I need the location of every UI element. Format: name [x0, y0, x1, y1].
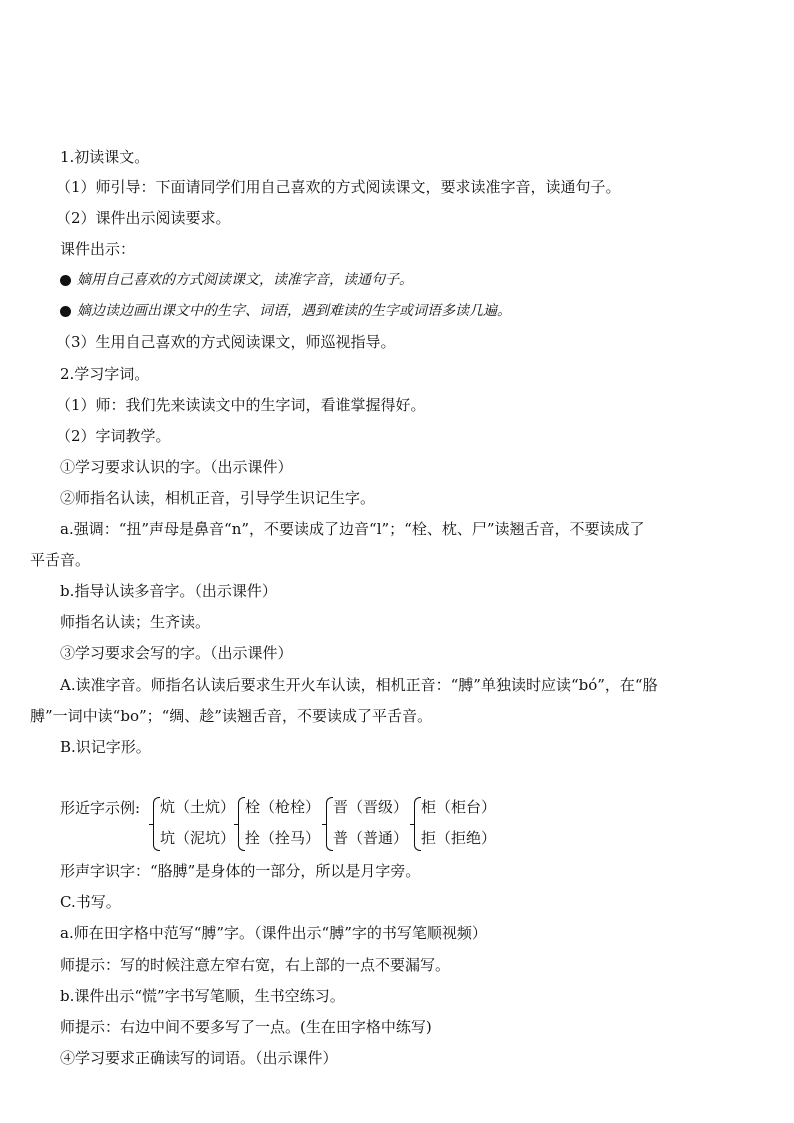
text-line: ③学习要求会写的字。（出示课件） — [60, 644, 293, 662]
text-line: C.书写。 — [60, 893, 121, 911]
bullet-text: 嫡用自己喜欢的方式阅读课文，读准字音，读通句子。 — [77, 272, 413, 288]
char-group — [333, 792, 408, 854]
char-pair: 拒（拒绝） — [421, 829, 497, 847]
text-line: （2）课件出示阅读要求。 — [56, 209, 231, 227]
text-line: 形声字识字：“胳膊”是身体的一部分，所以是月字旁。 — [60, 862, 421, 880]
text-line: 课件出示： — [60, 240, 136, 258]
text-line: ②师指名认读，相机正音，引导学生识记生字。 — [60, 489, 376, 507]
text-line: b.指导认读多音字。（出示课件） — [60, 582, 277, 600]
char-pair: 普（普通） — [333, 829, 409, 847]
brace-icon — [414, 797, 421, 851]
char-group — [245, 792, 320, 854]
char-group — [160, 792, 235, 854]
text-line: B.识记字形。 — [60, 738, 151, 756]
text-line: ①学习要求认识的字。（出示课件） — [60, 458, 293, 476]
similar-chars-label: 形近字示例: — [60, 799, 141, 817]
brace-icon — [153, 797, 160, 851]
text-line: （3）生用自己喜欢的方式阅读课文，师巡视指导。 — [56, 333, 396, 351]
bullet-item — [60, 270, 413, 290]
text-line: a.师在田字格中范写“膊”字。（课件出示“膊”字的书写笔顺视频） — [60, 924, 487, 942]
text-line: 师提示：右边中间不要多写了一点。(生在田字格中练写) — [60, 1018, 432, 1036]
bullet-icon — [60, 275, 71, 286]
text-line: a.强调：“扭”声母是鼻音“n”，不要读成了边音“l”；“栓、枕、尸”读翘舌音，不要读成了 — [60, 520, 645, 538]
char-pair: 拴（拴马） — [245, 829, 321, 847]
bullet-item — [60, 301, 511, 321]
heading-2: 2.学习字词。 — [60, 365, 150, 383]
char-pair: 坑（泥坑） — [160, 829, 236, 847]
text-line: 膊”一词中读“bo”；“绸、趁”读翘舌音，不要读成了平舌音。 — [30, 707, 432, 725]
text-line: A.读准字音。师指名认读后要求生开火车认读，相机正音：“膊”单独读时应读“bó”，在“胳 — [60, 676, 658, 694]
char-pair: 晋（晋级） — [333, 798, 409, 816]
char-group — [421, 792, 496, 854]
text-line: 师提示：写的时候注意左窄右宽，右上部的一点不要漏写。 — [60, 956, 451, 974]
brace-icon — [326, 797, 333, 851]
char-pair: 栓（枪栓） — [245, 798, 321, 816]
char-pair: 炕（土炕） — [160, 798, 236, 816]
text-line: （2）字词教学。 — [56, 427, 171, 445]
bullet-icon — [60, 306, 71, 317]
text-line: （1）师：我们先来读读文中的生字词，看谁掌握得好。 — [56, 396, 426, 414]
brace-icon — [238, 797, 245, 851]
bullet-text: 嫡边读边画出课文中的生字、词语，遇到难读的生字或词语多读几遍。 — [77, 303, 511, 319]
heading-1: 1.初读课文。 — [60, 148, 150, 166]
text-line: b.课件出示“慌”字书写笔顺，生书空练习。 — [60, 987, 345, 1005]
text-line: （1）师引导：下面请同学们用自己喜欢的方式阅读课文，要求读准字音，读通句子。 — [56, 178, 621, 196]
text-line: 师指名认读；生齐读。 — [60, 613, 211, 631]
text-line: 平舌音。 — [30, 551, 91, 569]
char-pair: 柜（柜台） — [421, 798, 497, 816]
text-line: ④学习要求正确读写的词语。（出示课件） — [60, 1049, 338, 1067]
